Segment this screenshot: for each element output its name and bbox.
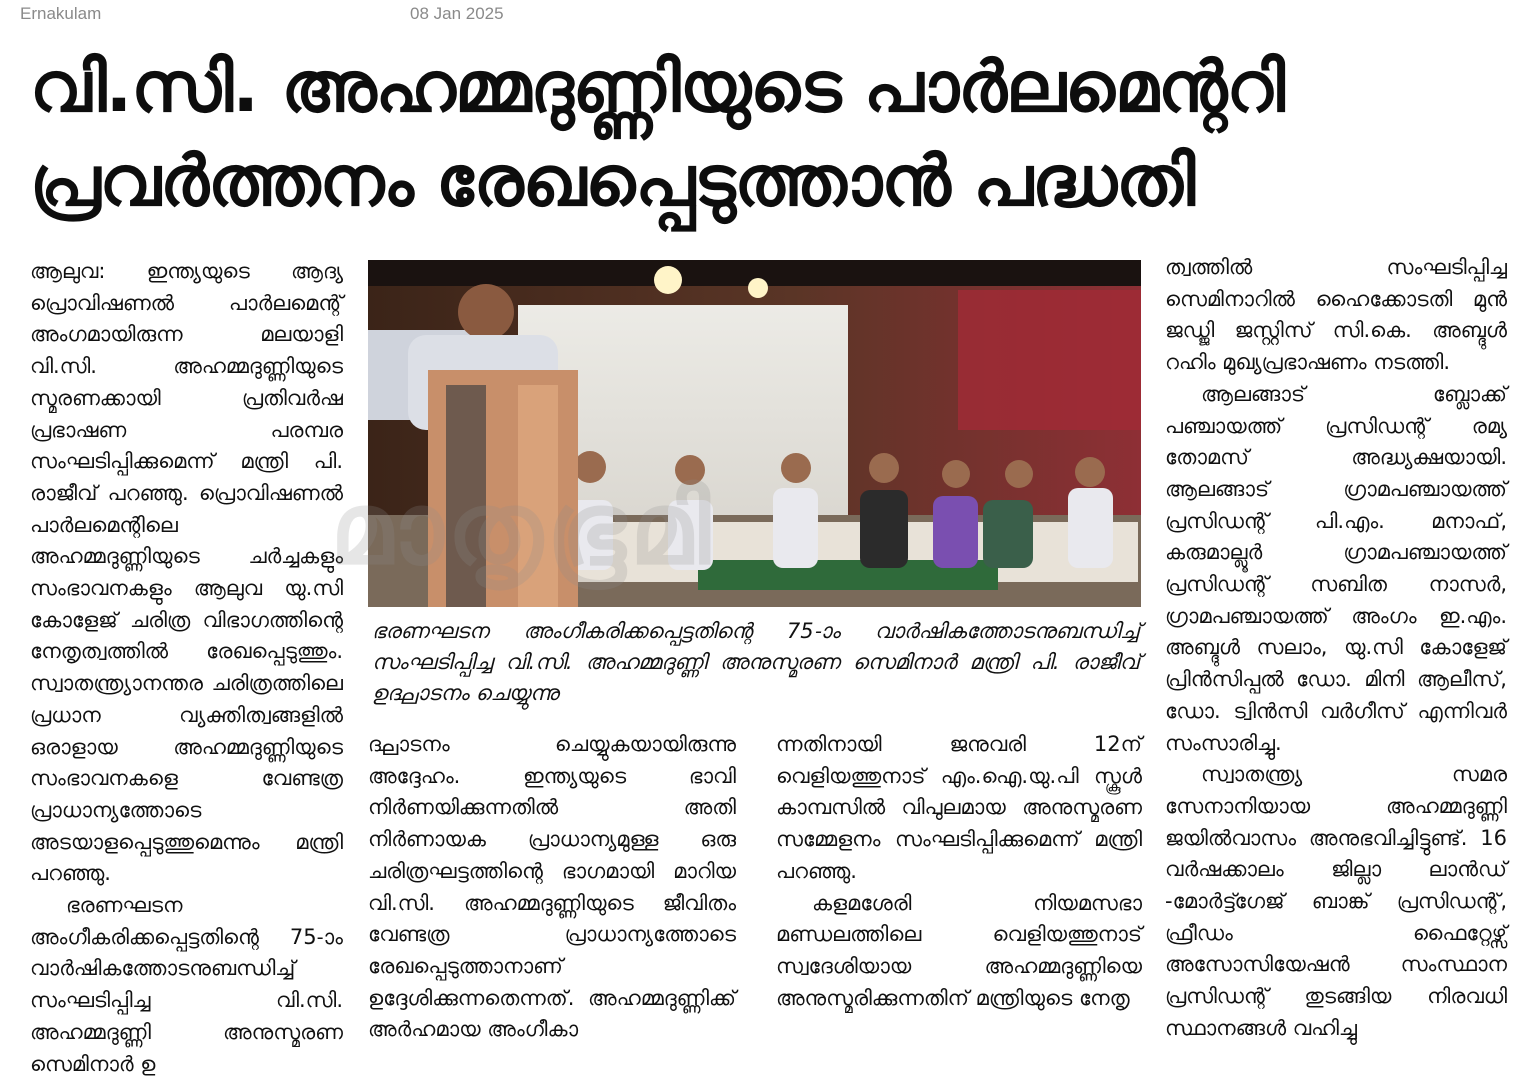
photo-caption: ഭരണഘടന അംഗീകരിക്കപ്പെട്ടതിന്റെ 75-ാം വാർഷികത്തോടനുബന്ധിച്ച് സംഘടിപ്പിച്ച വി.സി. അഹമ്മദുണ്ണി അനുസ്മരണ സെമിനാർ മന്ത്രി പി. രാജീവ് ഉദ്ഘാടനം ചെയ്യുന്നു: [372, 619, 1140, 705]
edition-location: Ernakulam: [20, 4, 102, 23]
seminar-stage-photo: [368, 260, 1141, 607]
paragraph: ആലുവ: ഇന്ത്യയുടെ ആദ്യ പ്രൊവിഷണൽ പാർലമെന്റ് അംഗമായിരുന്ന മലയാളി വി.സി. അഹമ്മദുണ്ണിയുടെ സ്മരണക്കായി പ്രതിവർഷ പ്രഭാഷണ പരമ്പര സംഘടിപ്പിക്കുമെന്ന് മന്ത്രി പി. രാജീവ് പറഞ്ഞു. പ്രൊവിഷണൽ പാർലമെന്റിലെ അഹമ്മദുണ്ണിയുടെ ചർച്ചകളും സംഭാവനകളും ആലുവ യു.സി കോളേജ് ചരിത്ര വിഭാഗത്തിന്റെ നേതൃത്വത്തിൽ രേഖപ്പെടുത്തും. സ്വാതന്ത്ര്യാനന്തര ചരിത്രത്തിലെ പ്രധാന വ്യക്തിത്വങ്ങളിൽ ഒരാളായ അഹമ്മദുണ്ണിയുടെ സംഭാവനകളെ വേണ്ടത്ര പ്രാധാന്യത്തോടെ അടയാളപ്പെടുത്തുമെന്നും മന്ത്രി പറഞ്ഞു.: [30, 259, 343, 886]
paragraph: ഭരണഘടന അംഗീകരിക്കപ്പെട്ടതിന്റെ 75-ാം വാർഷികത്തോടനുബന്ധിച്ച് സംഘടിപ്പിച്ച വി.സി. അഹമ്മദുണ്ണി അനുസ്മരണ സെമിനാർ ഉ: [30, 893, 343, 1076]
article-column-4: [1165, 252, 1507, 1040]
publisher-watermark: മാതൃഭൂമി: [330, 470, 715, 587]
paragraph: ത്വത്തിൽ സംഘടിപ്പിച്ച സെമിനാറിൽ ഹൈക്കോടതി മുൻ ജഡ്ജി ജസ്റ്റിസ് സി.കെ. അബ്ദുൾ റഹിം മുഖ്യപ്രഭാഷണം നടത്തി.: [1165, 255, 1507, 375]
headline: [30, 40, 1510, 228]
paragraph: സ്വാതന്ത്ര്യ സമര സേനാനിയായ അഹമ്മദുണ്ണി ജയിൽവാസം അനുഭവിച്ചിട്ടുണ്ട്. 16 വർഷക്കാലം ജില്ലാ ലാൻഡ് -മോർട്ട്ഗേജ് ബാങ്ക് പ്രസിഡന്റ്, ഫ്രീഡം ഫൈറ്റേഴ്സ് അസോസിയേഷൻ സംസ്ഥാന പ്രസിഡന്റ് തുടങ്ങിയ നിരവധി സ്ഥാനങ്ങൾ വഹിച്ചു: [1165, 762, 1507, 1040]
paragraph: കളമശേരി നിയമസഭാ മണ്ഡലത്തിലെ വെളിയത്തുനാട് സ്വദേശിയായ അഹമ്മദുണ്ണിയെ അനുസ്മരിക്കുന്നതിന് മന്ത്രിയുടെ നേതൃ: [776, 890, 1142, 1010]
headline-line-2: പ്രവർത്തനം രേഖപ്പെടുത്താൻ പദ്ധതി: [30, 140, 1195, 222]
article-column-1: [30, 256, 343, 1076]
paragraph: ആലങ്ങാട് ബ്ലോക്ക് പഞ്ചായത്ത് പ്രസിഡന്റ് രമ്യ തോമസ് അദ്ധ്യക്ഷയായി. ആലങ്ങാട് ഗ്രാമപഞ്ചായത്ത് പ്രസിഡന്റ് പി.എം. മനാഫ്, കരുമാല്ലൂർ ഗ്രാമപഞ്ചായത്ത് പ്രസിഡന്റ് സബിത നാസർ, ഗ്രാമപഞ്ചായത്ത് അംഗം ഇ.എം. അബ്ദുൾ സലാം, യു.സി കോളേജ് പ്രിൻസിപ്പൽ ഡോ. മിനി ആലീസ്, ഡോ. ട്വിൻസി വർഗീസ് എന്നിവർ സംസാരിച്ചു.: [1165, 381, 1507, 755]
article-column-2: [368, 729, 736, 1042]
headline-line-1: വി.സി. അഹമ്മദുണ്ണിയുടെ പാർലമെന്ററി: [30, 46, 1285, 128]
paragraph: ന്നതിനായി ജനുവരി 12ന് വെളിയത്തുനാട് എം.ഐ.യു.പി സ്കൂൾ കാമ്പസിൽ വിപുലമായ അനുസ്മരണ സമ്മേളനം സംഘടിപ്പിക്കുമെന്ന് മന്ത്രി പറഞ്ഞു.: [776, 732, 1142, 883]
publication-date: 08 Jan 2025: [410, 4, 504, 23]
article-column-3: [776, 729, 1142, 1010]
news-photo: [368, 260, 1141, 607]
paragraph: ദ്ഘാടനം ചെയ്യുകയായിരുന്നു അദ്ദേഹം. ഇന്ത്യയുടെ ഭാവി നിർണയിക്കുന്നതിൽ അതി നിർണായക പ്രാധാന്യമുള്ള ഒരു ചരിത്രഘട്ടത്തിന്റെ ഭാഗമായി മാറിയ വി.സി. അഹമ്മദുണ്ണിയുടെ ജീവിതം വേണ്ടത്ര പ്രാധാന്യത്തോടെ രേഖപ്പെടുത്താനാണ് ഉദ്ദേശിക്കുന്നതെന്നത്. അഹമ്മദുണ്ണിക്ക് അർഹമായ അംഗീകാ: [368, 732, 736, 1042]
